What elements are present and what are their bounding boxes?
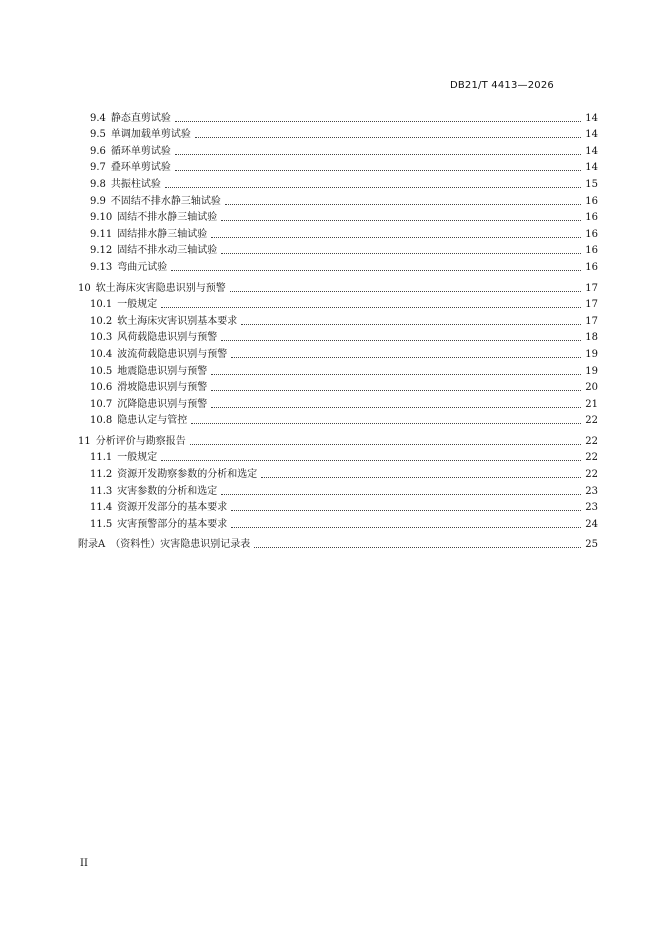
toc-entry[interactable] (78, 535, 598, 552)
toc-entry-title: 风荷载隐患识别与预警 (117, 332, 218, 344)
toc-entry-number: 10.4 (90, 348, 113, 360)
toc-entry-number: 9.10 (90, 212, 113, 224)
toc-entry-title: 叠环单剪试验 (110, 162, 171, 174)
toc-dot-leader (261, 477, 581, 478)
toc-entry[interactable] (78, 481, 598, 498)
toc-entry[interactable] (78, 378, 598, 395)
toc-dot-leader (221, 494, 581, 495)
toc-dot-leader (211, 390, 581, 391)
toc-dot-leader (231, 527, 581, 528)
toc-dot-leader (241, 324, 581, 325)
toc-dot-leader (161, 460, 581, 461)
toc-entry-title: 一般规定 (117, 452, 158, 464)
toc-dot-leader (190, 444, 582, 445)
toc-entry[interactable] (78, 328, 598, 345)
toc-entry[interactable] (78, 311, 598, 328)
toc-entry-page: 20 (585, 382, 598, 394)
toc-entry-page: 14 (585, 145, 598, 157)
toc-entry[interactable] (78, 125, 598, 142)
toc-dot-leader (175, 170, 581, 171)
toc-entry-number: 11.5 (90, 518, 113, 530)
toc-entry-number: 9.5 (90, 129, 106, 141)
toc-entry[interactable] (78, 241, 598, 258)
toc-entry-page: 22 (585, 452, 598, 464)
toc-entry[interactable] (78, 191, 598, 208)
toc-entry[interactable] (78, 108, 598, 125)
toc-dot-leader (161, 307, 581, 308)
toc-entry-page: 15 (585, 178, 598, 190)
toc-entry-title: 一般规定 (117, 299, 158, 311)
toc-entry-title: 固结排水静三轴试验 (117, 228, 208, 240)
toc-entry-page: 22 (585, 415, 598, 427)
toc-dot-leader (231, 510, 581, 511)
toc-entry-page: 14 (585, 112, 598, 124)
toc-entry-number: 9.8 (90, 178, 106, 190)
toc-entry-page: 14 (585, 162, 598, 174)
toc-entry-title: 弯曲元试验 (117, 261, 168, 273)
toc-entry-number: 10.6 (90, 382, 113, 394)
toc-entry-number: 11 (78, 435, 91, 447)
toc-entry[interactable] (78, 278, 598, 295)
toc-entry-title: 波流荷载隐患识别与预警 (117, 348, 228, 360)
toc-dot-leader (254, 547, 581, 548)
toc-dot-leader (195, 137, 581, 138)
toc-entry-number: 9.11 (90, 228, 113, 240)
toc-entry-page: 22 (585, 469, 598, 481)
toc-dot-leader (211, 237, 581, 238)
toc-entry-page: 18 (585, 332, 598, 344)
toc-entry-title: 循环单剪试验 (110, 145, 171, 157)
toc-entry-title: 分析评价与勘察报告 (95, 435, 186, 447)
toc-entry-page: 23 (585, 485, 598, 497)
toc-entry-page: 24 (585, 518, 598, 530)
toc-dot-leader (231, 357, 581, 358)
toc-dot-leader (211, 407, 581, 408)
toc-entry-number: 10.2 (90, 315, 113, 327)
toc-entry-title: 资源开发部分的基本要求 (117, 502, 228, 514)
toc-entry-number: 11.4 (90, 502, 113, 514)
toc-entry-page: 17 (585, 299, 598, 311)
toc-entry[interactable] (78, 295, 598, 312)
toc-entry-number: 9.12 (90, 245, 113, 257)
page-number: II (80, 858, 88, 869)
toc-entry-title: 软土海床灾害识别基本要求 (117, 315, 238, 327)
toc-entry-page: 17 (585, 315, 598, 327)
toc-entry-page: 25 (585, 539, 598, 551)
toc-entry[interactable] (78, 394, 598, 411)
toc-entry[interactable] (78, 411, 598, 428)
toc-entry-number: 11.1 (90, 452, 113, 464)
toc-entry[interactable] (78, 344, 598, 361)
toc-entry-title: 滑坡隐患识别与预警 (117, 382, 208, 394)
toc-entry-title: （资料性）灾害隐患识别记录表 (110, 539, 251, 551)
toc-dot-leader (175, 121, 581, 122)
toc-entry[interactable] (78, 361, 598, 378)
toc-dot-leader (165, 187, 581, 188)
toc-entry-number: 10.1 (90, 299, 113, 311)
toc-entry-title: 固结不排水动三轴试验 (117, 245, 218, 257)
toc-entry-title: 地震隐患识别与预警 (117, 365, 208, 377)
toc-entry[interactable] (78, 498, 598, 515)
toc-entry-title: 沉降隐患识别与预警 (117, 398, 208, 410)
toc-entry-number: 附录A (78, 539, 106, 551)
toc-entry-number: 10.8 (90, 415, 113, 427)
toc-entry-page: 16 (585, 261, 598, 273)
toc-dot-leader (230, 291, 582, 292)
toc-dot-leader (191, 423, 581, 424)
toc-entry-page: 16 (585, 212, 598, 224)
toc-dot-leader (171, 270, 581, 271)
toc-dot-leader (221, 253, 581, 254)
toc-entry-number: 9.13 (90, 261, 113, 273)
table-of-contents (78, 108, 598, 551)
toc-entry-title: 共振柱试验 (110, 178, 161, 190)
toc-entry[interactable] (78, 208, 598, 225)
toc-dot-leader (175, 154, 581, 155)
toc-entry-title: 固结不排水静三轴试验 (117, 212, 218, 224)
toc-entry[interactable] (78, 464, 598, 481)
toc-entry-page: 19 (585, 365, 598, 377)
toc-entry-number: 9.6 (90, 145, 106, 157)
toc-entry-title: 灾害预警部分的基本要求 (117, 518, 228, 530)
toc-entry-page: 21 (585, 398, 598, 410)
toc-entry[interactable] (78, 158, 598, 175)
toc-entry-number: 10.5 (90, 365, 113, 377)
toc-entry[interactable] (78, 514, 598, 531)
toc-entry-page: 19 (585, 348, 598, 360)
toc-entry-page: 17 (585, 282, 598, 294)
toc-entry-page: 23 (585, 502, 598, 514)
toc-entry-page: 14 (585, 129, 598, 141)
toc-entry-number: 9.7 (90, 162, 106, 174)
toc-entry[interactable] (78, 448, 598, 465)
toc-entry-title: 静态直剪试验 (110, 112, 171, 124)
toc-entry[interactable] (78, 141, 598, 158)
toc-entry[interactable] (78, 174, 598, 191)
toc-entry[interactable] (78, 257, 598, 274)
toc-entry-page: 22 (585, 435, 598, 447)
toc-entry-number: 10.3 (90, 332, 113, 344)
toc-entry[interactable] (78, 224, 598, 241)
toc-entry-page: 16 (585, 228, 598, 240)
toc-entry-title: 软土海床灾害隐患识别与预警 (95, 282, 226, 294)
toc-entry-number: 10.7 (90, 398, 113, 410)
toc-entry[interactable] (78, 431, 598, 448)
document-code: DB21/T 4413—2026 (449, 80, 554, 91)
toc-entry-page: 16 (585, 245, 598, 257)
toc-dot-leader (225, 204, 581, 205)
toc-entry-number: 9.9 (90, 195, 106, 207)
toc-entry-page: 16 (585, 195, 598, 207)
toc-entry-number: 9.4 (90, 112, 106, 124)
toc-entry-title: 不固结不排水静三轴试验 (110, 195, 221, 207)
toc-dot-leader (221, 220, 581, 221)
toc-dot-leader (221, 340, 581, 341)
toc-entry-title: 单调加载单剪试验 (110, 129, 191, 141)
toc-entry-title: 灾害参数的分析和选定 (117, 485, 218, 497)
toc-entry-title: 隐患认定与管控 (117, 415, 188, 427)
toc-entry-number: 10 (78, 282, 91, 294)
toc-entry-number: 11.2 (90, 469, 113, 481)
toc-dot-leader (211, 374, 581, 375)
toc-entry-title: 资源开发勘察参数的分析和选定 (117, 469, 258, 481)
toc-entry-number: 11.3 (90, 485, 113, 497)
